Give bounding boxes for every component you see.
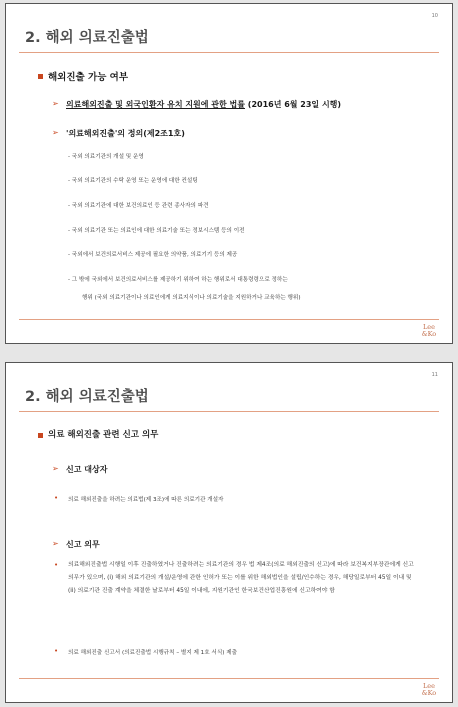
title-divider bbox=[19, 411, 439, 412]
list-item: 의료 해외진출을 하려는 의료법(제 3조)에 따른 의료기관 개설자 bbox=[68, 497, 224, 503]
square-bullet-icon bbox=[38, 74, 43, 79]
arrow-bullet-icon: ➢ bbox=[52, 99, 59, 108]
section-heading: 해외진출 가능 여부 bbox=[48, 72, 129, 83]
arrow-bullet-icon: ➢ bbox=[52, 128, 59, 137]
arrow-bullet-icon: ➢ bbox=[52, 464, 59, 473]
law-effective-date: (2016년 6월 23일 시행) bbox=[245, 100, 342, 109]
subsection-heading: 신고 대상자 bbox=[66, 465, 108, 474]
page-number: 10 bbox=[431, 13, 438, 19]
dot-bullet-icon: • bbox=[54, 561, 59, 569]
list-item: - 국외 의료기관에 대한 보건의료인 등 관련 종사자의 파견 bbox=[68, 203, 209, 209]
list-item: - 국외에서 보건의료서비스 제공에 필요한 의약품, 의료기기 등의 제공 bbox=[68, 252, 238, 258]
definition-heading: '의료해외진출'의 정의(제2조1호) bbox=[66, 129, 185, 138]
list-item-continuation: 행위 (국외 의료기관이나 의료인에게 의료지식이나 의료기술을 지원하거나 교육하는 행위) bbox=[82, 295, 301, 301]
list-item: 의료 해외진출 신고서 (의료진출법 시행규칙 – 별지 제 1호 서식) 제출 bbox=[68, 650, 237, 656]
footer-divider bbox=[19, 678, 439, 679]
list-item: - 국외 의료기관 또는 의료인에 대한 의료기술 또는 정보시스템 등의 이전 bbox=[68, 228, 245, 234]
dot-bullet-icon: • bbox=[54, 647, 59, 655]
arrow-bullet-icon: ➢ bbox=[52, 539, 59, 548]
title-divider bbox=[19, 52, 439, 53]
slide-2 bbox=[5, 362, 453, 703]
list-item: - 국외 의료기관의 수탁 운영 또는 운영에 대한 컨설팅 bbox=[68, 178, 198, 184]
lee-ko-logo: Lee &Ko bbox=[421, 682, 437, 697]
page-number: 11 bbox=[431, 372, 438, 378]
list-item: - 국외 의료기관의 개설 및 운영 bbox=[68, 154, 144, 160]
subsection-heading: 신고 의무 bbox=[66, 540, 100, 549]
dot-bullet-icon: • bbox=[54, 494, 59, 502]
law-name: 의료해외진출 및 외국인환자 유치 지원에 관한 법률 bbox=[66, 100, 245, 109]
section-heading: 의료 해외진출 관련 신고 의무 bbox=[48, 430, 159, 440]
slide-title: 2. 해외 의료진출법 bbox=[25, 389, 149, 405]
slide-title: 2. 해외 의료진출법 bbox=[25, 30, 149, 46]
lee-ko-logo: Lee &Ko bbox=[421, 323, 437, 338]
list-item: - 그 밖에 국외에서 보건의료서비스를 제공하기 위하여 하는 행위로서 대통령령으로 정하는 bbox=[68, 277, 288, 283]
list-item-paragraph: 의료해외진출법 시행일 이후 진출하였거나 진출하려는 의료기관의 경우 법 제4조(의료 해외진출의 신고)에 따라 보건복지부장관에게 신고 의무가 있으며, (i) 해외 의료기관의 개설/운영에 관한 인허가 또는 이를 위한 해외법인을 설립/인수하는 경우, 해당일로부터 45일 이내 및 (ii) 의료기관 진출 계약을 체결한 날로부터 45일 이내에, 지원기관인 한국보건산업진흥원에 신고하여야 함 bbox=[68, 562, 414, 594]
law-title bbox=[66, 99, 341, 110]
square-bullet-icon bbox=[38, 433, 43, 438]
footer-divider bbox=[19, 319, 439, 320]
slide-1 bbox=[5, 3, 453, 344]
